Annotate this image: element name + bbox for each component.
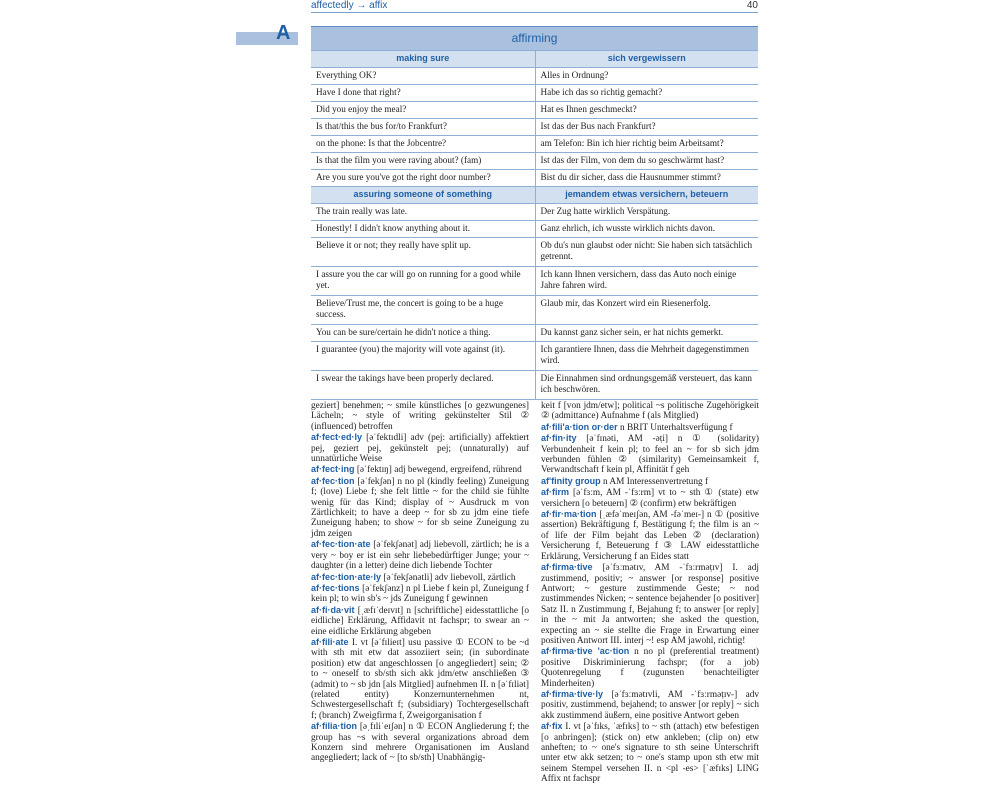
phrase-en: Are you sure you've got the right door number?	[311, 170, 535, 187]
headword: af·fect·ed·ly	[311, 432, 363, 443]
dictionary-entry	[311, 605, 529, 637]
dictionary-entry	[541, 646, 759, 689]
headword: af·fec·tion	[311, 475, 355, 486]
phrase-en: The train really was late.	[311, 204, 535, 221]
phrase-row	[311, 238, 758, 267]
phrase-de: Ob du's nun glaubst oder nicht: Sie haben sich tatsächlich getrennt.	[535, 238, 758, 267]
dictionary-entry	[541, 689, 759, 721]
dictionary-entry	[541, 721, 759, 784]
phrase-de: Bist du dir sicher, dass die Hausnummer stimmt?	[535, 170, 758, 187]
headword: af·fir·ma·tion	[541, 509, 597, 520]
headword: af·fili'a·tion or·der	[541, 421, 618, 432]
dictionary-entry	[541, 476, 759, 487]
phrase-en: on the phone: Is that the Jobcentre?	[311, 136, 535, 153]
dictionary-entry	[541, 400, 759, 422]
box-title: affirming	[311, 26, 758, 50]
phrase-en: Is that/this the bus for/to Frankfurt?	[311, 119, 535, 136]
headword: af·fec·tion·ate	[311, 539, 371, 550]
headword: af·firma·tive 'ac·tion	[541, 646, 630, 657]
phrase-row	[311, 119, 758, 136]
phrase-de: Alles in Ordnung?	[535, 68, 758, 85]
entry-text: [əˈfɜːm, AM -ˈfɜːrm] vt to ~ sth ① (state) etw versichern [o beteuern] ② (confirm) etw bekräftigen	[541, 488, 760, 509]
phrase-en: Believe it or not; they really have split up.	[311, 238, 535, 267]
section-header-de: jemandem etwas versichern, beteuern	[535, 187, 758, 204]
headword: af·fect·ing	[311, 464, 355, 475]
phrase-en: You can be sure/certain he didn't notice a thing.	[311, 325, 535, 342]
dictionary-entry	[541, 433, 759, 476]
phrase-row	[311, 68, 758, 85]
phrase-de: am Telefon: Bin ich hier richtig beim Arbeitsamt?	[535, 136, 758, 153]
headword: af·firma·tive	[541, 562, 593, 573]
phrase-en: Believe/Trust me, the concert is going to be a huge success.	[311, 296, 535, 325]
phrase-row	[311, 221, 758, 238]
phrase-row	[311, 325, 758, 342]
phrase-de: Ist das der Bus nach Frankfurt?	[535, 119, 758, 136]
page-number: 40	[746, 0, 758, 11]
phrase-row	[311, 85, 758, 102]
entry-text: [əˈfekʃən] n no pl (kindly feeling) Zuneigung f; (love) Liebe f; she felt little ~ for the child sie fühlte wenig für das Kind; display of ~ Ausdruck m von Zärtlichkeit; to have a deep ~ for sb zu jdm eine tiefe Zuneigung haben; to show ~ for sb seine Zuneigung zu jdm zeigen	[311, 476, 529, 539]
dictionary-entry	[541, 422, 759, 433]
dictionary-entry	[311, 432, 529, 464]
dictionary-entry	[541, 509, 759, 562]
phrase-de: Habe ich das so richtig gemacht?	[535, 85, 758, 102]
phrase-de: Glaub mir, das Konzert wird ein Riesenerfolg.	[535, 296, 758, 325]
headword: af·filia·tion	[311, 721, 357, 732]
phrase-de: Ich kann Ihnen versichern, dass das Auto noch einige Jahre fahren wird.	[535, 267, 758, 296]
section-header-en: assuring someone of something	[311, 187, 535, 204]
entry-text: n AM Interessenvertretung f	[602, 476, 709, 487]
entry-text: [ˌæfɪˈdeɪvɪt] n [schriftliche] eidesstattliche [o eidliche] Erklärung, Affidavit nt fachspr; to swear an ~ eine eidliche Erklärung abgeben	[311, 605, 529, 637]
phrase-en: Did you enjoy the meal?	[311, 102, 535, 119]
entry-text: [əˈfektɪŋ] adj bewegend, ergreifend, rührend	[356, 465, 522, 476]
entry-text: [əˌfɪliˈeɪʃən] n ① ECON Angliederung f; the group has ~s with several organizations abroad dem Konzern sind mehrere Organisationen im Ausland angegliedert; lack of ~ [to sb/sth] Unabhängig-	[311, 722, 529, 764]
dictionary-column-right	[541, 400, 759, 785]
entry-text: I. vt [əˈfɪlieɪt] usu passive ① ECON to be ~d with sth mit etw dat assoziiert sein; (in subordinate position) etw dat angeschlossen [o angegliedert] sein; ② to ~ oneself to sb/sth sich akk jdm/etw anschließen ③ (admit) to ~ sb jdn [als Mitglied] aufnehmen II. n [əˈfɪliət] (related entity) Konzernunternehmen nt, Schwestergesellschaft f; (subsidiary) Tochtergesellschaft f; (branch) Zweigfirma f, Zweigorganisation f	[311, 637, 530, 721]
entry-text: [ˌæfəˈmeɪʃən, AM -fəˈmeɪ-] n ① (positive assertion) Bekräftigung f, Bestätigung f; the film is an ~ of life der Film bejaht das Leben ② (declaration) Versicherung f, Beteuerung f ③ LAW eidesstattliche Erklärung, Versicherung f an Eides statt	[541, 510, 759, 562]
phrase-de: Die Einnahmen sind ordnungsgemäß versteuert, das kann ich beschwören.	[535, 371, 758, 400]
thumb-index-letter: A	[276, 22, 291, 44]
phrase-row	[311, 267, 758, 296]
phrase-de: Du kannst ganz sicher sein, er hat nichts gemerkt.	[535, 325, 758, 342]
phrase-de: Ganz ehrlich, ich wusste wirklich nichts davon.	[535, 221, 758, 238]
phrase-en: I swear the takings have been properly declared.	[311, 371, 535, 400]
entry-text: geziert] benehmen; ~ smile künstliches [o gezwungenes] Lächeln; ~ style of writing gekünstelter Stil ② (influenced) betroffen	[311, 401, 529, 432]
phrase-row	[311, 136, 758, 153]
dictionary-entry	[541, 562, 759, 646]
headword: af·fili·ate	[311, 636, 349, 647]
phrase-de: Ich garantiere Ihnen, dass die Mehrheit dagegenstimmen wird.	[535, 342, 758, 371]
section-header-de: sich vergewissern	[535, 51, 758, 68]
phrase-de: Ist das der Film, von dem du so geschwärmt hast?	[535, 153, 758, 170]
section-header	[311, 187, 758, 204]
section-header-en: making sure	[311, 51, 535, 68]
dictionary-entry	[311, 572, 529, 583]
phrase-table	[311, 50, 758, 400]
phrase-en: Have I done that right?	[311, 85, 535, 102]
phrase-en: I assure you the car will go on running for a good while yet.	[311, 267, 535, 296]
dictionary-entry	[311, 721, 529, 764]
entry-text: [əˈfekʃənətli] adv liebevoll, zärtlich	[383, 572, 516, 583]
dictionary-entry	[541, 487, 759, 509]
dictionary-column-left	[311, 400, 529, 764]
phrase-row	[311, 296, 758, 325]
dictionary-entry	[311, 400, 529, 432]
phrase-row	[311, 204, 758, 221]
entry-text: [əˈfɪnəti, AM -əṭi] n ① (solidarity) Verbundenheit f kein pl; to feel an ~ for sb sich jdm verbunden fühlen ② (similarity) Gemeinsamkeit f, Verwandtschaft f kein pl, Affinität f geh	[541, 434, 759, 476]
phrase-row	[311, 170, 758, 187]
entry-text: I. vt [əˈfɪks, ˈæfɪks] to ~ sth (attach) etw befestigen [o anbringen]; (stick on) etw ankleben; (clip on) etw anheften; to ~ one's signature to sth seine Unterschrift unter etw akk setzen; to ~ one's stamp upon sth etw mit seinem Stempel versehen II. n <pl -es> [ˈæfɪks] LING Affix nt fachspr	[541, 722, 759, 785]
phrase-row	[311, 102, 758, 119]
headword: af'finity group	[541, 475, 601, 486]
dictionary-entry	[311, 637, 529, 721]
headword: af·fin·ity	[541, 433, 577, 444]
headword: af·fec·tions	[311, 582, 360, 593]
running-head	[311, 0, 758, 14]
entry-text: keit f [von jdm/etw]; political ~s politische Zugehörigkeit ② (admittance) Aufnahme f (als Mitglied)	[541, 401, 759, 422]
phrase-row	[311, 342, 758, 371]
phrase-en: Everything OK?	[311, 68, 535, 85]
phrase-en: Is that the film you were raving about? (fam)	[311, 153, 535, 170]
section-header	[311, 51, 758, 68]
headword: af·fix	[541, 721, 563, 732]
header-rule	[311, 12, 758, 13]
entry-text: [əˈfekʃənz] n pl Liebe f kein pl, Zuneigung f kein pl; to win sb's ~ jds Zuneigung f gewinnen	[311, 583, 530, 605]
entry-text: [əˈfɜːmətɪv, AM -ˈfɜːrməṭɪv] I. adj zustimmend, positiv; ~ answer [or response] positive Antwort; ~ gesture zustimmende Geste; ~ nod zustimmendes Nicken; ~ sentence bejahender [o positiver] Satz II. n Zustimmung f, Bejahung f; to answer [or reply] in the ~ mit Ja antworten; she asked the question, expecting an ~ sie stellte die Frage in Erwartung einer positiven Antwort III. interj ~! esp AM jawohl, richtig!	[541, 563, 759, 646]
headword: af·firma·tive·ly	[541, 688, 604, 699]
entry-text: n no pl (preferential treatment) positive Diskriminierung fachspr; (for a job) Quotenregelung f (zugunsten benachteiligter Minderheiten)	[541, 647, 760, 689]
headword: af·fec·tion·ate·ly	[311, 571, 382, 582]
entry-text: [əˈfektɪdli] adv (pej: artificially) affektiert pej, geziert pej, gekünstelt pej; (unnaturally) auf unnatürliche Weise	[311, 433, 529, 465]
phrase-de: Hat es Ihnen geschmeckt?	[535, 102, 758, 119]
entry-text: [əˈfekʃənət] adj liebevoll, zärtlich; he is a very ~ boy er ist ein sehr liebebedürftiger Junge; your ~ daughter (in a letter) deine dich liebende Tochter	[311, 540, 529, 572]
phrase-box	[311, 26, 758, 400]
phrase-row	[311, 371, 758, 400]
headword: af·fi·da·vit	[311, 604, 355, 615]
entry-range: affectedly → affix	[311, 0, 388, 11]
dictionary-entry	[311, 476, 529, 539]
dictionary-entry	[311, 583, 529, 605]
phrase-en: Honestly! I didn't know anything about it.	[311, 221, 535, 238]
entry-text: n BRIT Unterhaltsverfügung f	[619, 422, 733, 433]
dictionary-entry	[311, 539, 529, 571]
entry-text: [əˈfɜːmətɪvli, AM -ˈfɜːrməṭɪv-] adv positiv, zustimmend, bejahend; to answer [or reply] ~ sich akk zustimmend äußern, eine positive Antwort geben	[541, 689, 759, 721]
phrase-row	[311, 153, 758, 170]
dictionary-entry	[311, 464, 529, 475]
phrase-de: Der Zug hatte wirklich Verspätung.	[535, 204, 758, 221]
phrase-en: I guarantee (you) the majority will vote against (it).	[311, 342, 535, 371]
headword: af·firm	[541, 487, 570, 498]
